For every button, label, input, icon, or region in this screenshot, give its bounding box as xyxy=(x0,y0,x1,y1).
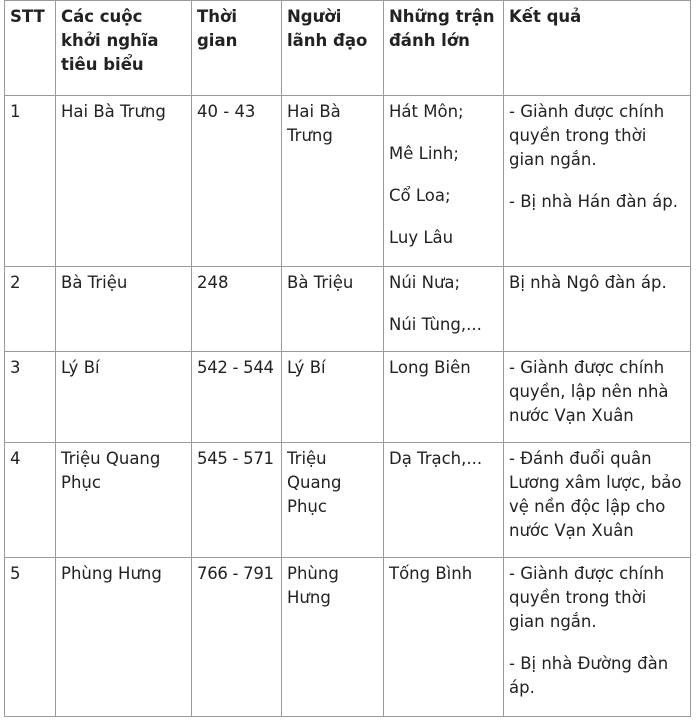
cell-uprising: Bà Triệu xyxy=(56,267,192,352)
header-row xyxy=(5,1,691,96)
result-item: - Bị nhà Hán đàn áp. xyxy=(509,192,678,211)
result-item: - Bị nhà Đường đàn áp. xyxy=(509,654,669,697)
cell-time: 542 - 544 xyxy=(192,352,282,443)
battle-item: Dạ Trạch,... xyxy=(389,449,483,468)
table-row xyxy=(5,558,691,717)
header-time: Thời gian xyxy=(192,1,282,96)
result-item: - Giành được chính quyền, lập nên nhà nước Vạn Xuân xyxy=(509,358,669,425)
cell-uprising: Triệu Quang Phục xyxy=(56,443,192,558)
cell-battles xyxy=(384,352,504,443)
battle-item: Núi Tùng,... xyxy=(389,315,482,334)
cell-battles xyxy=(384,96,504,267)
header-leader: Người lãnh đạo xyxy=(282,1,384,96)
battle-item: Long Biên xyxy=(389,358,471,377)
table-row xyxy=(5,443,691,558)
cell-time: 40 - 43 xyxy=(192,96,282,267)
result-item: - Giành được chính quyền trong thời gian ngắn. xyxy=(509,564,665,631)
battle-item: Núi Nưa; xyxy=(389,273,461,292)
cell-result xyxy=(504,96,691,267)
cell-stt: 4 xyxy=(5,443,56,558)
cell-result xyxy=(504,558,691,717)
result-item: Bị nhà Ngô đàn áp. xyxy=(509,273,667,292)
cell-leader: Hai Bà Trưng xyxy=(282,96,384,267)
header-uprising: Các cuộc khởi nghĩa tiêu biểu xyxy=(56,1,192,96)
result-item: - Đánh đuổi quân Lương xâm lược, bảo vệ nền độc lập cho nước Vạn Xuân xyxy=(509,449,682,540)
cell-leader: Bà Triệu xyxy=(282,267,384,352)
cell-stt: 1 xyxy=(5,96,56,267)
cell-uprising: Hai Bà Trưng xyxy=(56,96,192,267)
cell-leader: Lý Bí xyxy=(282,352,384,443)
uprisings-table xyxy=(4,0,691,717)
cell-stt: 2 xyxy=(5,267,56,352)
battle-item: Mê Linh; xyxy=(389,144,459,163)
table-row xyxy=(5,352,691,443)
battle-item: Tống Bình xyxy=(389,564,473,583)
cell-uprising: Lý Bí xyxy=(56,352,192,443)
cell-time: 766 - 791 xyxy=(192,558,282,717)
cell-result xyxy=(504,352,691,443)
cell-battles xyxy=(384,558,504,717)
header-result: Kết quả xyxy=(504,1,691,96)
cell-uprising: Phùng Hưng xyxy=(56,558,192,717)
cell-time: 545 - 571 xyxy=(192,443,282,558)
cell-leader: Triệu Quang Phục xyxy=(282,443,384,558)
battle-item: Luy Lâu xyxy=(389,228,454,247)
cell-stt: 3 xyxy=(5,352,56,443)
cell-result xyxy=(504,443,691,558)
header-battles: Những trận đánh lớn xyxy=(384,1,504,96)
cell-leader: Phùng Hưng xyxy=(282,558,384,717)
table-row xyxy=(5,267,691,352)
result-item: - Giành được chính quyền trong thời gian ngắn. xyxy=(509,102,665,169)
battle-item: Hát Môn; xyxy=(389,102,464,121)
table-row xyxy=(5,96,691,267)
cell-result xyxy=(504,267,691,352)
cell-battles xyxy=(384,443,504,558)
battle-item: Cổ Loa; xyxy=(389,186,451,205)
cell-time: 248 xyxy=(192,267,282,352)
cell-stt: 5 xyxy=(5,558,56,717)
header-stt: STT xyxy=(5,1,56,96)
cell-battles xyxy=(384,267,504,352)
